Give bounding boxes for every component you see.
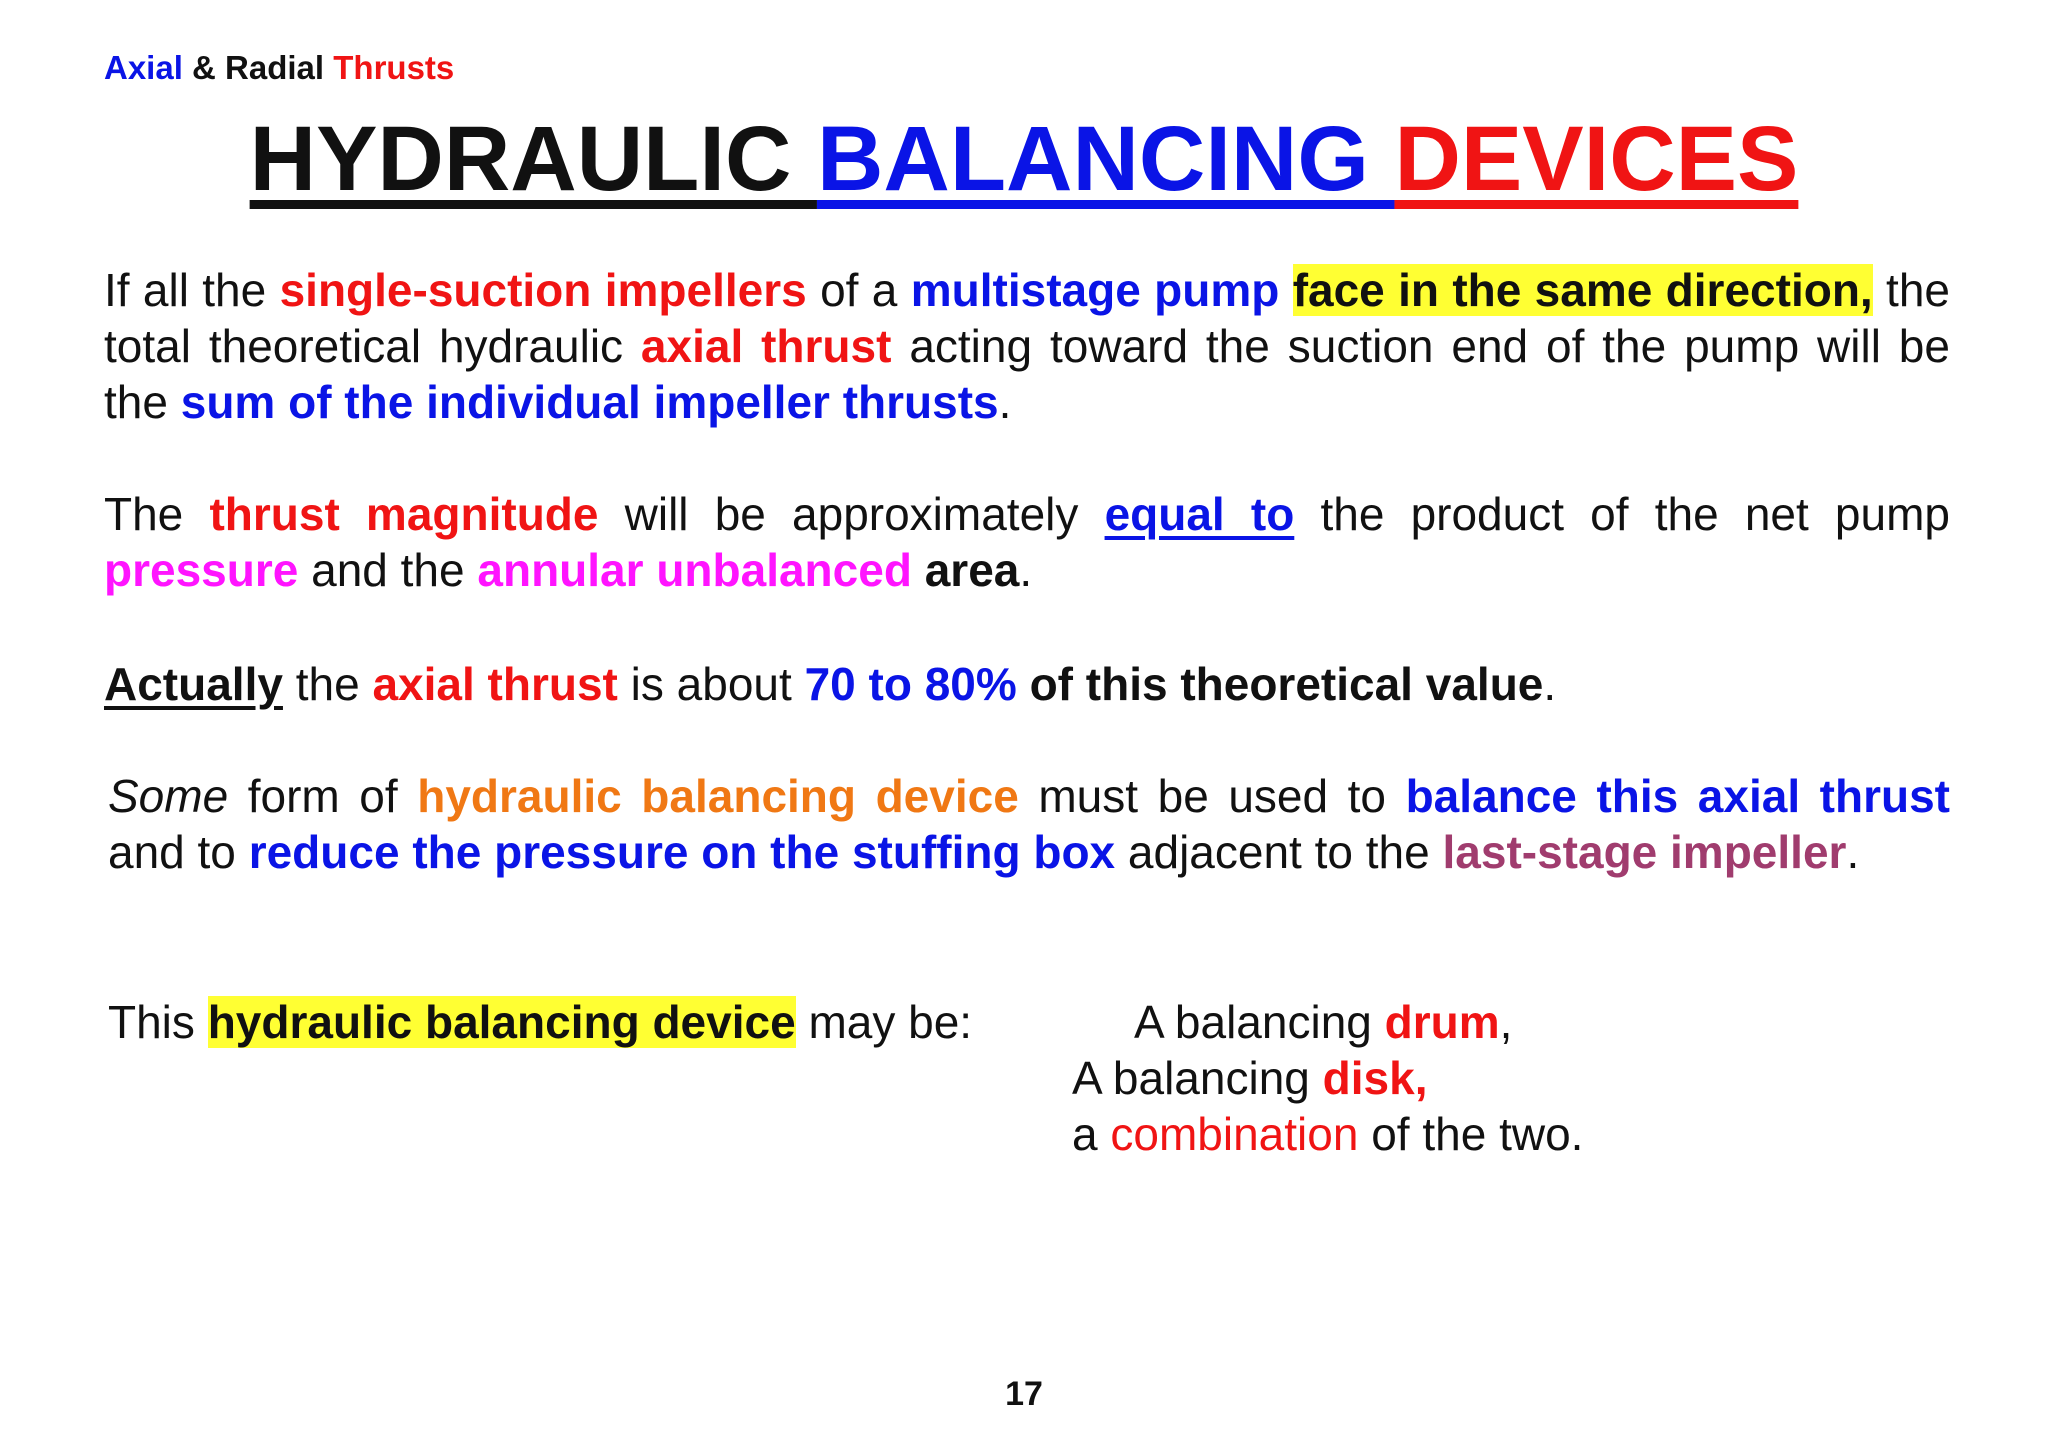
p3-theoretical-value: of this theoretical value (1016, 658, 1544, 710)
p2-pressure: pressure (104, 544, 299, 596)
p2-annular-unbalanced: annular unbalanced (477, 544, 912, 596)
p3-period: . (1543, 658, 1557, 710)
header-axial: Axial (104, 49, 183, 86)
p2-area: area (924, 544, 1020, 596)
p1-face-same-direction-highlight: face in the same direction, (1292, 264, 1873, 316)
p1-text: of a (806, 264, 911, 316)
title-balancing: BALANCING (816, 108, 1395, 210)
p4-text: and to (108, 826, 249, 878)
p3-text: is about (617, 658, 805, 710)
slide-header (104, 46, 454, 90)
list-item (1072, 1050, 1583, 1106)
option-comma: , (1499, 996, 1513, 1048)
p4-hydraulic-balancing-device: hydraulic balancing device (417, 770, 1019, 822)
option-text: A balancing (1134, 996, 1385, 1048)
p4-text: must be used to (1018, 770, 1406, 822)
p2-space (912, 544, 925, 596)
p2-text: and the (298, 544, 478, 596)
paragraph-2 (104, 486, 1950, 598)
p2-equal-to: equal to (1104, 488, 1295, 540)
option-disk: disk, (1322, 1052, 1428, 1104)
p3-actually: Actually (104, 658, 283, 710)
title-hydraulic: HYDRAULIC (249, 108, 817, 210)
option-text: A balancing (1072, 1052, 1323, 1104)
p4-text: adjacent to the (1115, 826, 1443, 878)
device-options-list (1072, 994, 1583, 1162)
option-combination: combination (1110, 1108, 1359, 1160)
p3-percentage: 70 to 80% (804, 658, 1017, 710)
paragraph-4 (108, 768, 1950, 880)
p4-some: Some (108, 770, 229, 822)
page-number: 17 (1005, 1375, 1043, 1413)
p4-period: . (1846, 826, 1860, 878)
device-intro-text: This (108, 996, 208, 1048)
option-text: of the two. (1358, 1108, 1584, 1160)
p2-thrust-magnitude: thrust magnitude (209, 488, 599, 540)
p2-text: The (104, 488, 210, 540)
list-item (1072, 994, 1583, 1050)
p4-text: form of (228, 770, 418, 822)
p1-text: If all the (104, 264, 280, 316)
header-and-radial: & Radial (182, 49, 334, 86)
option-drum: drum (1384, 996, 1500, 1048)
p1-period: . (998, 376, 1012, 428)
p1-text: acting toward the suction end of the pump will be the (104, 320, 1950, 428)
paragraph-3 (104, 656, 1950, 712)
p4-last-stage-impeller: last-stage impeller (1442, 826, 1847, 878)
title-devices: DEVICES (1394, 108, 1799, 210)
list-item (1072, 1106, 1583, 1162)
p1-axial-thrust: axial thrust (640, 320, 892, 372)
p1-multistage-pump: multistage pump (910, 264, 1280, 316)
option-text: a (1072, 1108, 1111, 1160)
header-thrusts: Thrusts (333, 49, 455, 86)
device-intro (108, 994, 972, 1050)
p4-reduce-pressure: reduce the pressure on the stuffing box (248, 826, 1116, 878)
device-intro-text: may be: (795, 996, 973, 1048)
p1-single-suction-impellers: single-suction impellers (279, 264, 807, 316)
p1-text: the total theoretical hydraulic (104, 264, 1950, 372)
device-intro-highlight: hydraulic balancing device (207, 996, 796, 1048)
p2-text: the product of the net pump (1294, 488, 1950, 540)
p4-balance-axial-thrust: balance this axial thrust (1405, 770, 1950, 822)
p3-axial-thrust: axial thrust (372, 658, 618, 710)
p1-sum-of-thrusts: sum of the individual impeller thrusts (180, 376, 999, 428)
p1-space (1279, 264, 1292, 316)
page-title (0, 104, 2048, 214)
paragraph-1 (104, 262, 1950, 430)
p2-text: will be approximately (598, 488, 1105, 540)
p2-period: . (1019, 544, 1033, 596)
p3-text: the (282, 658, 373, 710)
